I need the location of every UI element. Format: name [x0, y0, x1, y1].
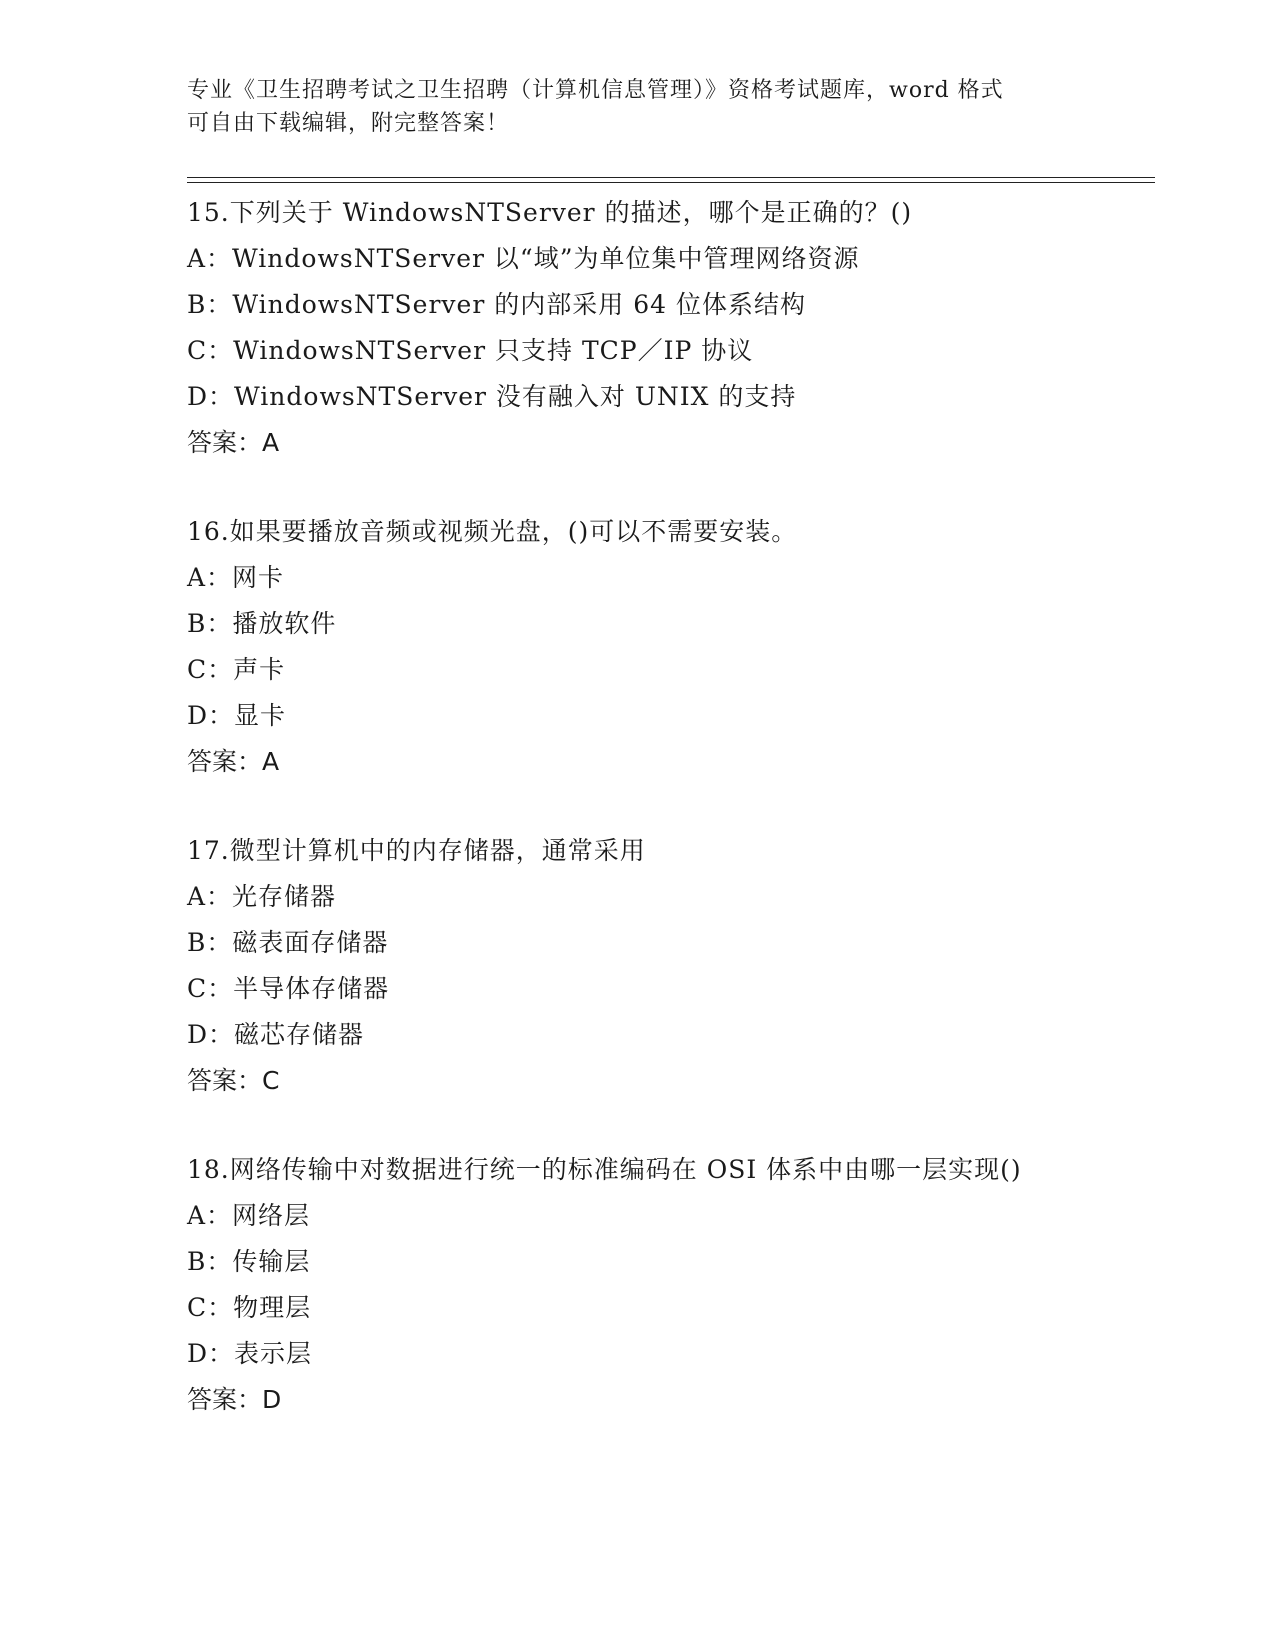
question-17	[187, 828, 1087, 1104]
option-c: C：物理层	[187, 1293, 312, 1322]
option-d: D：WindowsNTServer 没有融入对 UNIX 的支持	[187, 382, 797, 411]
answer: 答案：A	[187, 428, 280, 457]
header-divider-bottom	[187, 182, 1155, 183]
document-header	[187, 74, 1087, 140]
answer: 答案：C	[187, 1066, 280, 1095]
option-a: A：网络层	[187, 1201, 311, 1230]
option-b: B：播放软件	[187, 609, 337, 638]
header-divider-top	[187, 177, 1155, 178]
answer: 答案：A	[187, 747, 280, 776]
option-b: B：磁表面存储器	[187, 928, 389, 957]
option-c: C：半导体存储器	[187, 974, 390, 1003]
option-a: A：网卡	[187, 563, 285, 592]
question-text: 15.下列关于 WindowsNTServer 的描述，哪个是正确的？()	[187, 198, 913, 227]
answer: 答案：D	[187, 1385, 282, 1414]
question-16	[187, 509, 1087, 785]
question-text: 16.如果要播放音频或视频光盘，()可以不需要安装。	[187, 517, 798, 546]
option-d: D：显卡	[187, 701, 287, 730]
header-line-1: 专业《卫生招聘考试之卫生招聘（计算机信息管理）》资格考试题库，word 格式	[187, 78, 1004, 103]
option-c: C：WindowsNTServer 只支持 TCP／IP 协议	[187, 336, 754, 365]
question-15	[187, 190, 1087, 466]
question-text: 18.网络传输中对数据进行统一的标准编码在 OSI 体系中由哪一层实现()	[187, 1155, 1022, 1184]
option-c: C：声卡	[187, 655, 286, 684]
option-b: B：传输层	[187, 1247, 311, 1276]
question-list	[187, 190, 1087, 1466]
question-18	[187, 1147, 1087, 1423]
question-text: 17.微型计算机中的内存储器，通常采用	[187, 836, 646, 865]
option-a: A：WindowsNTServer 以“域”为单位集中管理网络资源	[187, 244, 860, 273]
option-d: D：表示层	[187, 1339, 313, 1368]
header-line-2: 可自由下载编辑，附完整答案！	[187, 111, 510, 136]
option-a: A：光存储器	[187, 882, 337, 911]
option-d: D：磁芯存储器	[187, 1020, 365, 1049]
option-b: B：WindowsNTServer 的内部采用 64 位体系结构	[187, 290, 806, 319]
